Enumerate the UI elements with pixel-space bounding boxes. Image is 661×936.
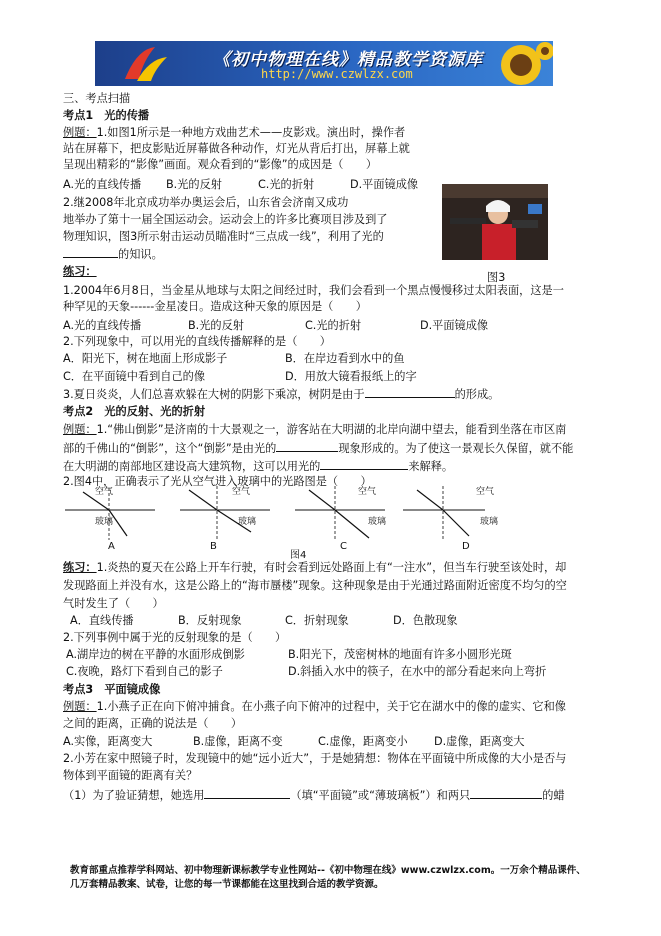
kp1-example-2-line2: 地举办了第十一届全国运动会。运动会上的许多比赛项目涉及到了 (63, 213, 388, 226)
kp3-ex1-option-a: A.实像，距离变大 (63, 735, 153, 748)
answer-blank (470, 787, 542, 799)
kp2-practice-1-line2: 发现路面上并没有水，这是公路上的“海市蜃楼”现象。这种现象是由于光通过路面附近密度不均匀的空 (63, 579, 567, 592)
example-label: 例题： (63, 700, 97, 713)
diagram-label-d: D (462, 541, 470, 552)
kp1-ex1-option-c: C.光的折射 (258, 178, 315, 191)
refraction-diagrams (65, 484, 485, 554)
text: 1.“佛山倒影”是济南的十大景观之一，游客站在大明湖的北岸向湖中望去，能看到坐落在市区南 (96, 423, 567, 436)
kp2-p2-option-b: B.阳光下，茂密树林的地面有许多小圆形光斑 (288, 648, 512, 661)
banner-url: http://www.czwlzx.com (261, 67, 413, 81)
kp1-p1-option-d: D.平面镜成像 (420, 319, 489, 332)
text: 1.小燕子正在向下俯冲捕食。在小燕子向下俯冲的过程中，关于它在湖水中的像的虚实、它和像 (96, 700, 566, 713)
kp2-example-2: 2.图4中，正确表示了光从空气进入玻璃中的光路图是（ ） (63, 475, 372, 488)
kp1-heading: 考点1 光的传播 (63, 109, 150, 122)
kp2-example-1-line1 (63, 422, 566, 437)
kp1-p1-option-b: B.光的反射 (188, 319, 244, 332)
footer-line-2: 几万套精品教案、试卷，让您的每一节课都能在这里找到合适的教学资源。 (70, 879, 384, 890)
text: 在大明湖的南部地区建设高大建筑物，这可以用光的 (63, 460, 321, 473)
kp3-example-1-line1 (63, 699, 566, 714)
kp2-p2-option-c: C.夜晚，路灯下看到自己的影子 (66, 665, 223, 678)
text: （1）为了验证猜想，她选用 (63, 789, 205, 802)
kp3-example-2-line1: 2.小芳在家中照镜子时，发现镜中的她“远小近大”，于是她猜想：物体在平面镜中所成像的大小是否与 (63, 752, 567, 765)
glass-label-c: 玻璃 (368, 517, 387, 527)
kp1-p1-option-c: C.光的折射 (305, 319, 362, 332)
kp1-p2-option-b: B．在岸边看到水中的鱼 (285, 352, 405, 365)
diagram-label-a: A (108, 541, 115, 552)
kp1-p2-option-a: A．阳光下，树在地面上形成影子 (63, 352, 228, 365)
kp1-p1-option-a: A.光的直线传播 (63, 319, 142, 332)
kp1-example-1-line3: 呈现出精彩的“影像”画面。观众看到的“影像”的成因是（ ） (63, 158, 378, 171)
example-label: 例题： (63, 423, 97, 436)
glass-label-d: 玻璃 (480, 517, 499, 527)
kp3-example-2-line3 (63, 787, 565, 803)
kp1-practice-1-line2: 种罕见的天象------金星凌日。造成这种天象的原因是（ ） (63, 300, 367, 313)
sunflower-icon (483, 41, 553, 86)
example-label: 例题： (63, 126, 97, 139)
kp2-example-1-line2 (63, 440, 573, 456)
text: 1.炎热的夏天在公路上开车行驶，有时会看到远处路面上有“一注水”，但当车行驶至该处时，却 (96, 561, 567, 574)
header-banner (95, 41, 553, 86)
logo-icon (115, 41, 175, 86)
kp2-practice-2-question: 2.下列事例中属于光的反射现象的是（ ） (63, 631, 287, 644)
kp1-p2-option-c: C．在平面镜中看到自己的像 (63, 370, 206, 383)
kp1-practice-label: 练习： (63, 265, 97, 278)
footer-line-1: 教育部重点推荐学科网站、初中物理新课标教学专业性网站--《初中物理在线》www.czwlzx.com。一万余个精品课件、 (70, 865, 586, 876)
kp1-practice-2-question: 2.下列现象中，可以用光的直线传播解释的是（ ） (63, 335, 331, 348)
text: 3.夏日炎炎，人们总喜欢躲在大树的阴影下乘凉，树阴是由于 (63, 388, 365, 401)
diagram-label-c: C (340, 541, 347, 552)
kp2-heading: 考点2 光的反射、光的折射 (63, 405, 206, 418)
section-title: 三、考点扫描 (63, 92, 131, 105)
figure-3-caption: 图3 (487, 271, 506, 284)
kp2-p1-option-d: D．色散现象 (393, 614, 458, 627)
kp2-p1-option-c: C．折射现象 (285, 614, 349, 627)
answer-blank (276, 440, 338, 452)
kp2-example-1-line3 (63, 458, 453, 474)
kp3-ex1-option-b: B.虚像，距离不变 (193, 735, 283, 748)
archer-photo (442, 184, 548, 260)
air-label-b: 空气 (232, 487, 251, 497)
kp2-p2-option-d: D.斜插入水中的筷子，在水中的部分看起来向上弯折 (288, 665, 547, 678)
answer-blank (365, 386, 455, 398)
kp2-p2-option-a: A.湖岸边的树在平静的水面形成倒影 (66, 648, 245, 661)
archer-image (442, 184, 548, 260)
air-label-d: 空气 (476, 487, 495, 497)
air-label-c: 空气 (358, 487, 377, 497)
kp1-practice-3 (63, 386, 499, 402)
answer-blank (204, 787, 290, 799)
practice-label: 练习： (63, 561, 97, 574)
text: 来解释。 (408, 460, 454, 473)
kp1-practice-1-line1: 1.2004年6月8日，当金星从地球与太阳之间经过时，我们会看到一个黑点慢慢移过太阳表面，这是一 (63, 284, 564, 297)
text: 1.如图1所示是一种地方戏曲艺术——皮影戏。演出时，操作者 (96, 126, 406, 139)
answer-blank (63, 246, 118, 258)
air-label-a: 空气 (95, 487, 114, 497)
banner-title: 《初中物理在线》精品教学资源库 (213, 50, 483, 70)
kp1-example-1-line1 (63, 125, 405, 140)
kp3-example-2-line2: 物体到平面镜的距离有关？ (63, 769, 198, 782)
kp2-p1-option-b: B．反射现象 (178, 614, 242, 627)
glass-label-b: 玻璃 (238, 517, 257, 527)
diagram-label-b: B (210, 541, 217, 552)
text: 现象形成的。为了使这一景观长久保留，就不能 (338, 442, 574, 455)
kp3-ex1-option-d: D.虚像，距离变大 (434, 735, 525, 748)
kp1-ex1-option-d: D.平面镜成像 (350, 178, 419, 191)
kp1-example-2-line3: 物理知识，图3所示射击运动员瞄准时“三点成一线”，利用了光的 (63, 230, 384, 243)
kp1-example-2-line1: 2.继2008年北京成功举办奥运会后，山东省会济南又成功 (63, 196, 349, 209)
kp3-example-1-line2: 之间的距离，正确的说法是（ ） (63, 717, 243, 730)
kp3-ex1-option-c: C.虚像，距离变小 (318, 735, 408, 748)
answer-blank (320, 458, 408, 470)
kp1-example-2-line4 (63, 246, 163, 262)
text: 的形成。 (454, 388, 500, 401)
kp1-p2-option-d: D．用放大镜看报纸上的字 (285, 370, 417, 383)
kp2-p1-option-a: A．直线传播 (70, 614, 134, 627)
kp1-ex1-option-a: A.光的直线传播 (63, 178, 142, 191)
glass-label-a: 玻璃 (95, 517, 114, 527)
kp1-ex1-option-b: B.光的反射 (166, 178, 222, 191)
kp1-example-1-line2: 站在屏幕下，把皮影贴近屏幕做各种动作，灯光从背后打出，屏幕上就 (63, 142, 410, 155)
text: 的知识。 (118, 248, 163, 261)
kp3-heading: 考点3 平面镜成像 (63, 683, 161, 696)
kp2-practice-1-line3: 气时发生了（ ） (63, 597, 164, 610)
text: （填“平面镜”或“薄玻璃板”）和两只 (290, 789, 471, 802)
text: 的蜡 (542, 789, 565, 802)
diagram-b (180, 486, 270, 540)
diagram-d (403, 486, 485, 540)
text: 部的千佛山的“倒影”，这个“倒影”是由光的 (63, 442, 277, 455)
figure-4-caption: 图4 (290, 550, 307, 561)
kp2-practice-1-line1 (63, 560, 566, 575)
